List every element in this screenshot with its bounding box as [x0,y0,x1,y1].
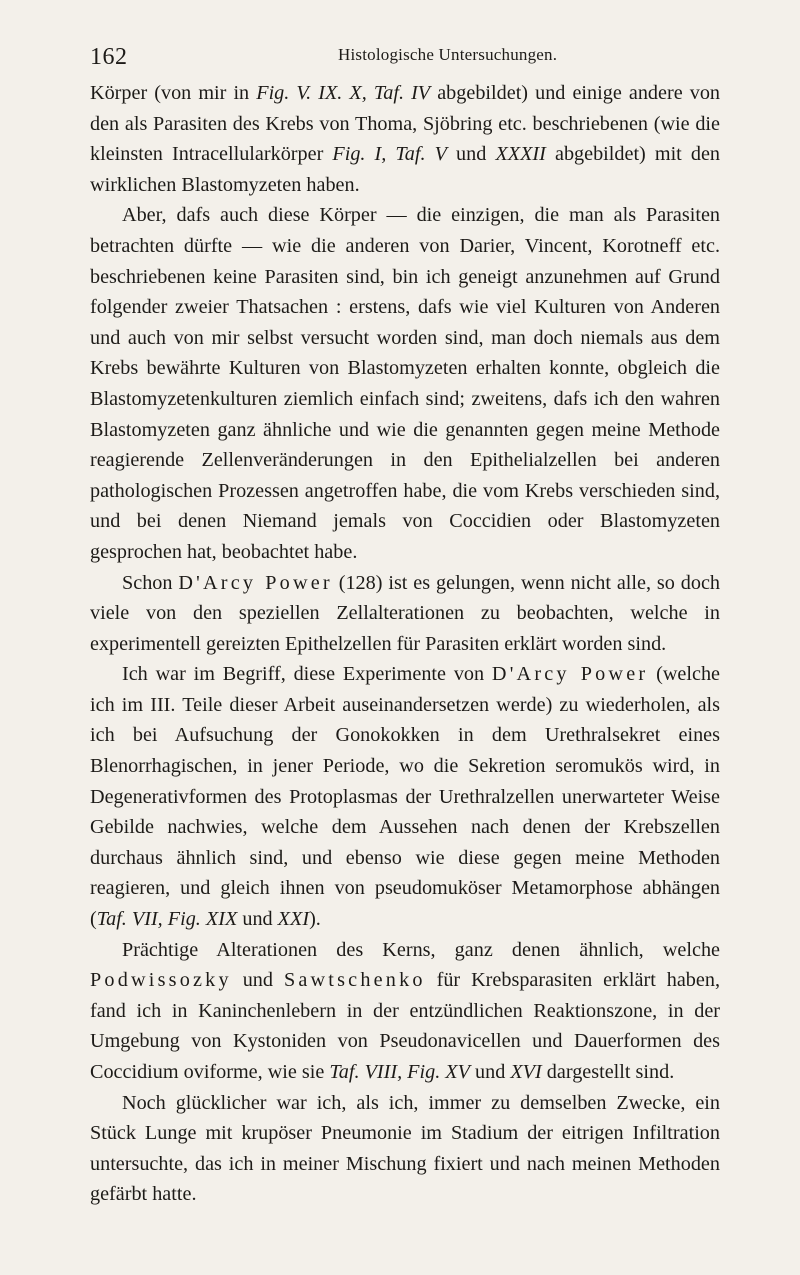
page-number: 162 [90,44,128,70]
figure-reference: XXXII [495,143,546,166]
figure-reference: XXI [277,908,310,931]
figure-reference: XVI [510,1061,542,1083]
paragraph-1 [90,78,720,200]
text-span: und [231,969,284,992]
page-header [90,38,720,78]
paragraph-5 [90,935,720,1088]
figure-reference: Fig. V. IX. X, Taf. IV [256,82,431,104]
author-name: Podwissozky [90,969,232,992]
text-span: (welche ich im III. Teile dieser Arbeit auseinandersetzen werde) zu wiederholen, als ich bei Aufsuchung der Gonokokken in dem Urethralsekret eines Blenorrhagischen, in jener Periode, wo die Sekretion seromukös wird, in Degenerativformen des Protoplasmas der Urethralzellen unerwarteter Weise Gebilde nachwies, welche dem Aussehen nach denen der Krebszellen durchaus ähnlich sind, und ebenso wie diese gegen meine Methoden reagieren, und gleich ihnen von pseudomuköser Metamorphose abhängen ( [90,663,720,931]
running-title: Histologische Untersuchungen. [338,45,558,64]
figure-reference: Fig. I, Taf. V [332,143,447,166]
author-name: D'Arcy Power [491,663,649,686]
paragraph-4 [90,659,720,934]
text-span: abgebildet) mit den wirklichen Blastomyzeten haben. [90,143,721,196]
text-span: Prächtige Alterationen des Kerns, ganz denen ähnlich, welche [122,938,720,961]
text-span: dargestellt sind. [541,1061,675,1083]
body-text [90,78,720,1210]
text-span: abgebildet) und einige andere von den als Parasiten des Krebs von Thoma, Sjöbring etc. beschriebenen (wie die kleinsten Intracellularkörper [90,82,721,166]
text-span: Aber, dafs auch diese Körper — die einzigen, die man als Parasiten betrachten dürfte — wie die anderen von Darier, Vincent, Korotneff etc. beschriebenen keine Parasiten sind, bin ich geneigt anzunehmen auf Grund folgender zweier Thatsachen : erstens, dafs wie viel Kulturen von Anderen und auch von mir selbst versucht worden sind, man doch niemals aus dem Krebs bewährte Kulturen von Blastomyzeten erhalten konnte, obgleich die Blastomyzetenkulturen ziemlich einfach sind; zweitens, dafs ich den wahren Blastomyzeten ganz ähnliche und wie die genannten gegen meine Methode reagierende Zellenveränderungen in den Epithelialzellen bei anderen pathologischen Prozessen angetroffen habe, die vom Krebs verschieden sind, und bei denen Niemand jemals von Coccidien oder Blastomyzeten gesprochen hat, beobachtet habe. [90,204,720,563]
text-span: und [237,908,278,931]
paragraph-2 [90,200,720,567]
text-span: und [446,143,496,166]
text-span: Schon [122,571,179,594]
text-span: Ich war im Begriff, diese Experimente von [122,663,492,686]
text-span: ). [309,908,321,931]
text-span: Noch glücklicher war ich, als ich, immer zu demselben Zwecke, ein Stück Lunge mit krupöser Pneumonie im Stadium der eitrigen Infiltration untersuchte, das ich in meiner Mischung fixiert und nach meinen Methoden gefärbt hatte. [90,1091,720,1206]
text-span: Körper (von mir in [90,82,257,104]
text-span: und [469,1061,511,1083]
author-name: Sawtschenko [283,969,426,992]
book-page [90,38,720,1210]
paragraph-6 [90,1088,720,1210]
figure-reference: Taf. VIII, Fig. XV [329,1061,470,1083]
text-span: (128) ist es gelungen, wenn nicht alle, so doch viele von den speziellen Zellalterationen zu beobachten, welche in experimentell gereizten Epithelzellen für Parasiten erklärt worden sind. [90,571,720,655]
text-span: für Krebsparasiten erklärt haben, fand ich in Kaninchenlebern in der entzündlichen Reaktionszone, in der Umgebung von Kystoniden von Pseudonavicellen und Dauerformen des Coccidium oviforme, wie sie [90,969,720,1083]
paragraph-3 [90,568,720,660]
figure-reference: Taf. VII, Fig. XIX [96,908,238,931]
author-name: D'Arcy Power [178,571,333,594]
